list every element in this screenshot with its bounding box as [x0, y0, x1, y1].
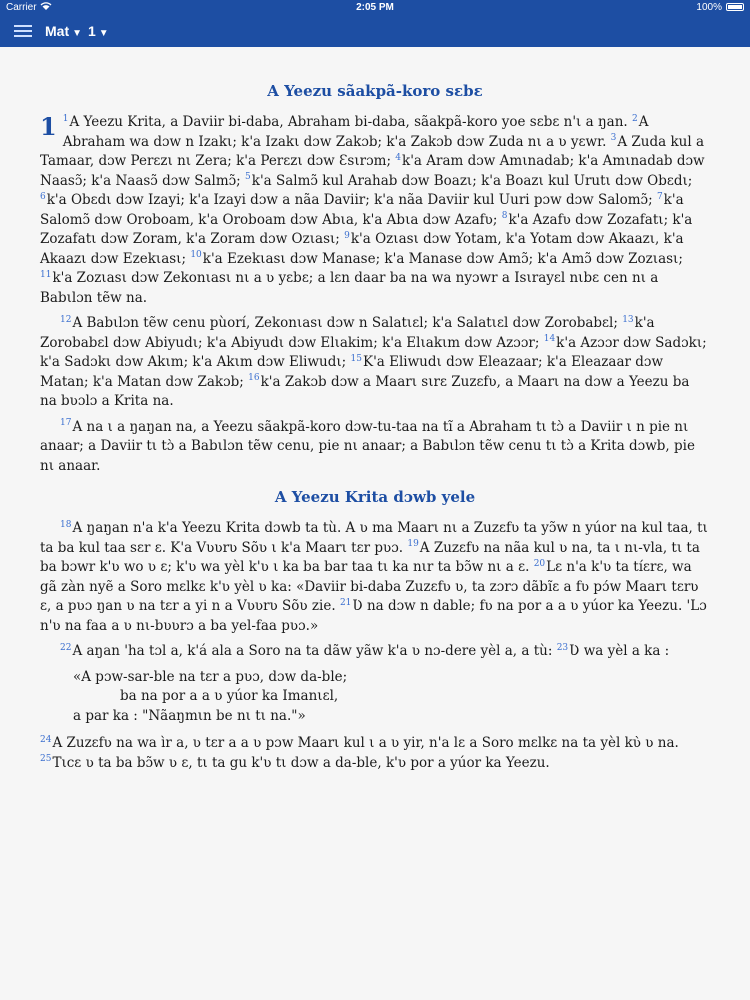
verse-text: k'a Salmɔ̃ kul Arahab dɔw Boazι; k'a Boazι kul Urutι dɔw Obɛdι; — [251, 172, 693, 189]
verse-number[interactable]: 20 — [533, 558, 546, 569]
verse-paragraph — [40, 519, 710, 636]
verse-number[interactable]: 6 — [40, 191, 46, 202]
verse-text: A Yeezu Krita, a Daviir bi-daba, Abraham bi-daba, sãakpã-koro yoe sɛbɛ n'ι a ŋan. — [69, 114, 632, 130]
verse-text: k'a Ezekιasι dɔw Manase; k'a Manase dɔw Amɔ̃; k'a Amɔ̃ dɔw Zozιasι; — [202, 250, 683, 267]
verse-number[interactable]: 1 — [62, 113, 69, 124]
verse-paragraph — [40, 314, 710, 412]
verse-paragraph — [40, 418, 710, 477]
verse-text: A na ι a ŋaŋan na, a Yeezu sãakpã-koro dɔw-tu-taa na tĩ a Abraham tι tɔ̀ a Daviir ι n pie nι anaar; a Daviir tι tɔ̀ a Babιlɔn tẽw cenu, pie nι anaar; a Babιlɔn tẽw cenu tι tɔ̀ a Krita dɔwb, pie nι anaar. — [40, 418, 695, 474]
verse-text: Ʋ na dɔw n dable; fʋ na por a a ʋ yúor ka Yeezu. 'Lɔ n'ʋ na faa a ʋ nι-bʋʋrɔ a ba yel-faa pʋɔ.» — [40, 598, 707, 634]
verse-number[interactable]: 10 — [190, 250, 202, 260]
verse-text: A Zuda kul a Tamaar, dɔw Perɛzι nι Zera; k'a Perɛzι dɔw Ɛsιrɔm; — [40, 133, 705, 169]
verse-text: A ŋaŋan n'a k'a Yeezu Krita dɔwb ta tù. A ʋ ma Maarι nι a Zuzɛfʋ ta yɔ̃w n yúor na kul taa, tι ta ba kul taa sɛr ɛ. K'a Vʋʋrʋ Sõʋ ι k'a Maarι tɛr pʋɔ. — [40, 520, 708, 556]
verse-number[interactable]: 3 — [610, 133, 617, 143]
verse-text: Tιcɛ ʋ ta ba bɔ̃w ʋ ɛ, tι ta gu k'ʋ tι dɔw a da-ble, k'ʋ por a yúor ka Yeezu. — [52, 754, 550, 771]
verse-number[interactable]: 25 — [40, 754, 52, 764]
chapter-selector[interactable] — [88, 23, 109, 39]
verse-text: k'a Azɔɔr dɔw Sadɔkι; k'a Sadɔkι dɔw Akιm; k'a Akιm dɔw Eliwudι; — [40, 334, 707, 370]
verse-number[interactable]: 18 — [60, 519, 72, 530]
verse-paragraph — [40, 734, 710, 773]
book-selector-label: Mat — [45, 23, 70, 39]
verse-text: k'a Ozιasι dɔw Yotam, k'a Yotam dɔw Akaazι, k'a Akaazι dɔw Ezekιasι; — [40, 231, 684, 267]
verse-paragraph — [40, 642, 710, 662]
chevron-down-icon: ▼ — [98, 28, 109, 39]
verse-number[interactable]: 5 — [245, 172, 251, 182]
verse-number[interactable]: 7 — [656, 191, 663, 202]
verse-paragraph — [40, 113, 710, 308]
verse-text: A aŋan 'ha tɔl a, k'á ala a Soro na ta dãw yãw k'a ʋ nɔ-dere yèl a, a tù: — [72, 643, 557, 659]
verse-number[interactable]: 15 — [350, 353, 362, 364]
verse-text: A Abraham wa dɔw n Izakι; k'a Izakι dɔw Zakɔb; k'a Zakɔb dɔw Zuda nι a ʋ yɛwr. — [62, 114, 649, 150]
book-selector[interactable] — [45, 23, 82, 39]
chapter-selector-label: 1 — [88, 23, 96, 39]
verse-text: k'a Aram dɔw Amιnadab; k'a Amιnadab dɔw Naasɔ̃; k'a Naasɔ̃ dɔw Salmɔ̃; — [40, 153, 705, 189]
status-time: 2:05 PM — [356, 2, 394, 13]
poetry-block — [40, 668, 710, 727]
verse-number[interactable]: 21 — [339, 597, 352, 608]
verse-number[interactable]: 14 — [543, 334, 556, 344]
verse-text: k'a Zorobabɛl dɔw Abiyudι; k'a Abiyudι dɔw Elιakim; k'a Elιakιm dɔw Azɔɔr; — [40, 315, 655, 351]
verse-number[interactable]: 19 — [407, 539, 419, 549]
verse-text: A Babιlɔn tẽw cenu pùorí, Zekonιasι dɔw n Salatιɛl; k'a Salatιɛl dɔw Zorobabɛl; — [72, 315, 623, 331]
verse-number[interactable]: 23 — [556, 642, 569, 653]
verse-text: K'a Eliwudι dɔw Eleazaar; k'a Eleazaar dɔw Matan; k'a Matan dɔw Zakɔb; — [40, 354, 664, 390]
verse-number[interactable]: 17 — [60, 418, 72, 428]
verse-number[interactable]: 9 — [344, 230, 350, 241]
verse-text: A Zuzɛfʋ na nãa kul ʋ na, ta ι nι-vla, tι ta ba bɔwr k'ʋ wo ʋ ɛ; k'ʋ wa yèl k'ʋ ι ka ba bar taa tι ka nιr ta bɔ̃w nι a ɛ. — [40, 539, 700, 575]
verse-text: k'a Zozιasι dɔw Zekonιasι nι a ʋ yɛbɛ; a lɛn daar ba na wa nyɔwr a Isιrayɛl nιbɛ cen nι a Babιlɔn tẽw na. — [40, 270, 659, 306]
verse-text: k'a Salomɔ̃ dɔw Oroboam, k'a Oroboam dɔw Abιa, k'a Abιa dɔw Azafʋ; — [40, 192, 684, 228]
poetry-line: a par ka : "Nãaŋmιn be nι tι na."» — [73, 707, 306, 724]
verse-number[interactable]: 11 — [40, 269, 52, 280]
verse-text: Lɛ n'a k'ʋ ta tíɛrɛ, wa gã zàn nyẽ a Soro mɛlkɛ k'ʋ yèl ʋ ka: «Daviir bi-daba Zuzɛfʋ ʋ, ta zɔrɔ dãbĩɛ a fʋ pɔ́w Maarι tɛrʋ ɛ, a pʋɔ ŋan ʋ na tɛr a yi n a Vʋʋrʋ Sõʋ zie. — [40, 559, 699, 614]
verse-number[interactable]: 16 — [248, 373, 260, 383]
verse-number[interactable]: 24 — [40, 734, 52, 745]
nav-bar — [0, 16, 750, 47]
verse-text: k'a Obɛdι dɔw Izayi; k'a Izayi dɔw a nãa Daviir; k'a nãa Daviir kul Uuri pɔw dɔw Salomɔ̃; — [46, 192, 657, 208]
section-heading: A Yeezu Krita dɔwb yele — [274, 488, 476, 506]
verse-text: k'a Zakɔb dɔw a Maarι sιrɛ Zuzɛfʋ, a Maarι na dɔw a Yeezu ba na bʋɔlɔ a Krita na. — [40, 373, 690, 409]
verse-number[interactable]: 2 — [632, 113, 638, 124]
battery-percentage: 100% — [696, 2, 722, 13]
section-heading: A Yeezu sãakpã-koro sɛbɛ — [267, 82, 483, 100]
scripture-content — [40, 70, 710, 779]
battery-icon — [726, 3, 744, 11]
chapter-number: 1 — [40, 112, 57, 141]
chevron-down-icon: ▼ — [72, 28, 83, 39]
verse-number[interactable]: 12 — [60, 314, 72, 325]
verse-number[interactable]: 8 — [501, 211, 508, 221]
poetry-line: «A pɔw-sar-ble na tɛr a pʋɔ, dɔw da-ble; — [73, 668, 348, 685]
verse-number[interactable]: 4 — [395, 152, 402, 163]
verse-number[interactable]: 13 — [622, 314, 634, 325]
verse-number[interactable]: 22 — [60, 642, 72, 653]
verse-text: A Zuzɛfʋ na wa ìr a, ʋ tɛr a a ʋ pɔw Maarι kul ι a ʋ yir, n'a lɛ a Soro mɛlkɛ na ta yèl kʋ̀ ʋ na. — [52, 735, 679, 751]
status-bar — [0, 0, 750, 16]
verse-text: Ʋ wa yèl a ka : — [569, 643, 670, 659]
hamburger-menu-icon[interactable] — [14, 24, 32, 38]
verse-text: k'a Azafʋ dɔw Zozafatι; k'a Zozafatι dɔw Zoram, k'a Zoram dɔw Ozιasι; — [40, 211, 693, 247]
carrier-label: Carrier — [6, 2, 37, 13]
poetry-line: ba na por a a ʋ yúor ka Imanιɛl, — [120, 688, 339, 704]
